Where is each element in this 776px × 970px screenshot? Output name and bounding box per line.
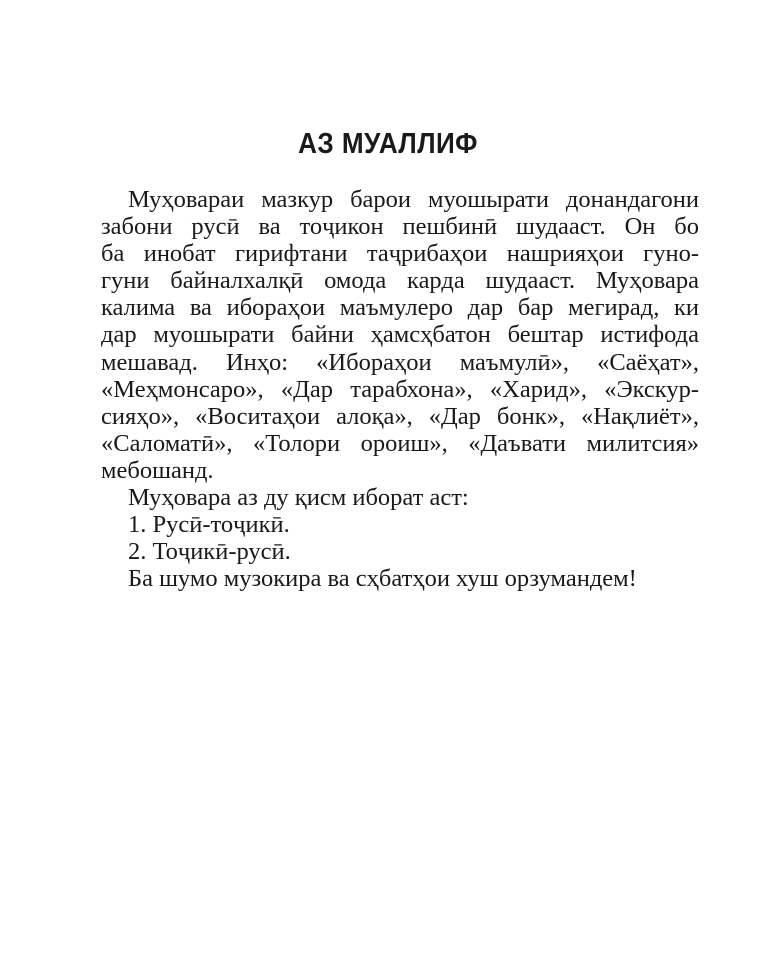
list-item: 1. Русӣ-тоҷикӣ. xyxy=(128,511,290,539)
preface-text xyxy=(101,186,699,592)
paragraph-line: Муҳовараи мазкур барои муошырати донандагони xyxy=(128,186,699,213)
paragraph-line: ба инобат гирифтани таҷрибаҳои нашрияҳои гуно- xyxy=(101,240,699,268)
paragraph-line: калима ва ибораҳои маъмулеро дар бар мегирад, ки xyxy=(101,294,699,322)
paragraph-line: мешавад. Инҳо: «Ибораҳои маъмулӣ», «Саёҳат», xyxy=(101,348,699,376)
paragraph-line: мебошанд. xyxy=(101,456,214,484)
page-title: АЗ МУАЛЛИФ xyxy=(298,128,478,160)
list-item: 2. Тоҷикӣ-русӣ. xyxy=(128,538,291,566)
paragraph-line: забони русӣ ва тоҷикон пешбинӣ шудааст. Он бо xyxy=(101,213,699,241)
paragraph-line: гуни байналхалқӣ омода карда шудааст. Муҳовара xyxy=(101,267,699,295)
paragraph-line: «Меҳмонсаро», «Дар тарабхона», «Харид», «Экскур- xyxy=(101,375,699,403)
paragraph-line: сияҳо», «Воситаҳои алоқа», «Дар бонк», «Нақлиёт», xyxy=(101,402,699,430)
parts-intro: Муҳовара аз ду қисм иборат аст: xyxy=(128,484,469,512)
paragraph-line: дар муошырати байни ҳамсҳбатон бештар истифода xyxy=(101,321,699,349)
closing-line: Ба шумо музокира ва сҳбатҳои хуш орзумандем! xyxy=(128,565,637,593)
paragraph-line: «Саломатӣ», «Толори ороиш», «Даъвати милитсия» xyxy=(101,429,699,457)
